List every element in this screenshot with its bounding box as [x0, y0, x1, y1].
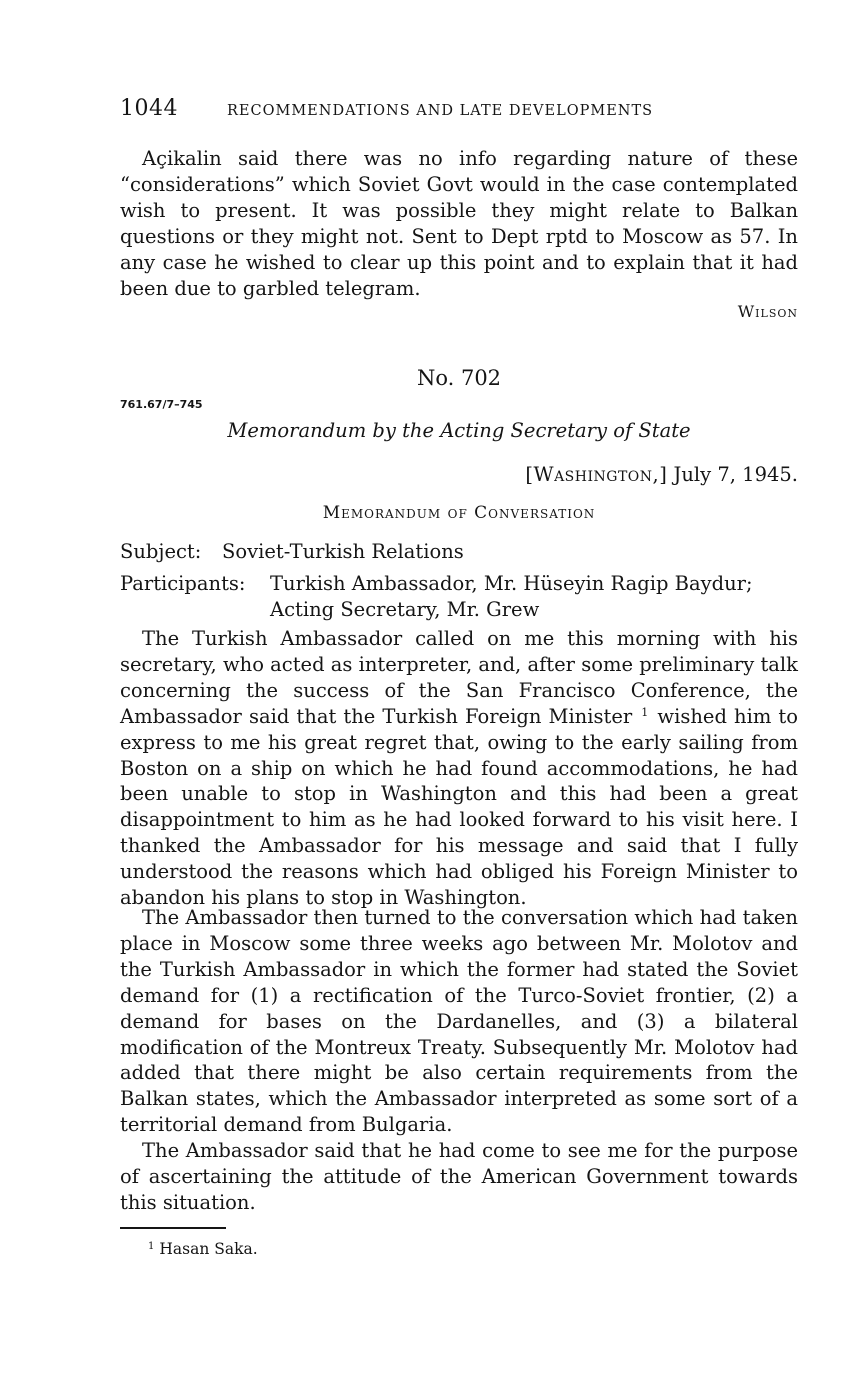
footnote-mark: 1: [148, 1241, 155, 1252]
running-head: RECOMMENDATIONS AND LATE DEVELOPMENTS: [227, 103, 654, 119]
participant-1: Turkish Ambassador, Mr. Hüseyin Ragip Baydur;: [270, 572, 753, 595]
prev-doc-paragraph: Açikalin said there was no info regarding nature of these “considerations” which Soviet Govt would in the case contemplated wish to present. It was possible they might relate to Balkan questions or they might not. Sent to Dept rptd to Moscow as 57. In any case he wished to clear up this point and to explain that it had been due to garbled telegram.: [120, 147, 798, 300]
subject-label: Subject:: [120, 540, 202, 563]
participant-2: Acting Secretary, Mr. Grew: [270, 598, 540, 621]
subject-value: Soviet-Turkish Relations: [222, 540, 464, 563]
footnote-reference: 1: [641, 705, 649, 719]
body-paragraph-1-part-a: The Turkish Ambassador called on me this morning with his secretary, who acted as interpreter, and, after some preliminary talk concerning the success of the San Francisco Conference, the Ambassador said that the Turkish Foreign Minister: [120, 627, 798, 728]
body-paragraph-3: The Ambassador said that he had come to see me for the purpose of ascertaining the attitude of the American Government towards this situation.: [120, 1139, 798, 1214]
body-paragraph-1: [120, 626, 798, 911]
document-number: No. 702: [416, 366, 502, 390]
participants-label: Participants:: [120, 572, 246, 595]
subject-line: [120, 540, 464, 563]
footnote: [148, 1240, 258, 1258]
file-reference: 761.67/7–745: [120, 398, 203, 411]
signature: Wilson: [737, 302, 798, 321]
dateline-date: July 7, 1945.: [673, 463, 798, 486]
dateline: [525, 463, 798, 486]
dateline-place: [Washington,]: [525, 463, 668, 486]
page-header: [120, 96, 798, 126]
page-number: 1044: [120, 96, 178, 121]
memo-title: Memorandum by the Acting Secretary of State: [227, 419, 691, 442]
footnote-rule: [120, 1227, 226, 1229]
footnote-text: Hasan Saka.: [159, 1240, 258, 1258]
conversation-heading: Memorandum of Conversation: [322, 503, 596, 523]
body-paragraph-2: The Ambassador then turned to the conversation which had taken place in Moscow some three weeks ago between Mr. Molotov and the Turkish Ambassador in which the former had stated the Soviet demand for (1) a rectification of the Turco-Soviet frontier, (2) a demand for bases on the Dardanelles, and (3) a bilateral modification of the Montreux Treaty. Subsequently Mr. Molotov had added that there might be also certain requirements from the Balkan states, which the Ambassador interpreted as some sort of a territorial demand from Bulgaria.: [120, 906, 798, 1137]
body-paragraph-1-part-b: wished him to express to me his great regret that, owing to the early sailing from Boston on a ship on which he had found accommodations, he had been unable to stop in Washington and this had been a great disappointment to him as he had looked forward to his visit here. I thanked the Ambassador for his message and said that I fully understood the reasons which had obliged his Foreign Minister to abandon his plans to stop in Washington.: [120, 704, 798, 910]
